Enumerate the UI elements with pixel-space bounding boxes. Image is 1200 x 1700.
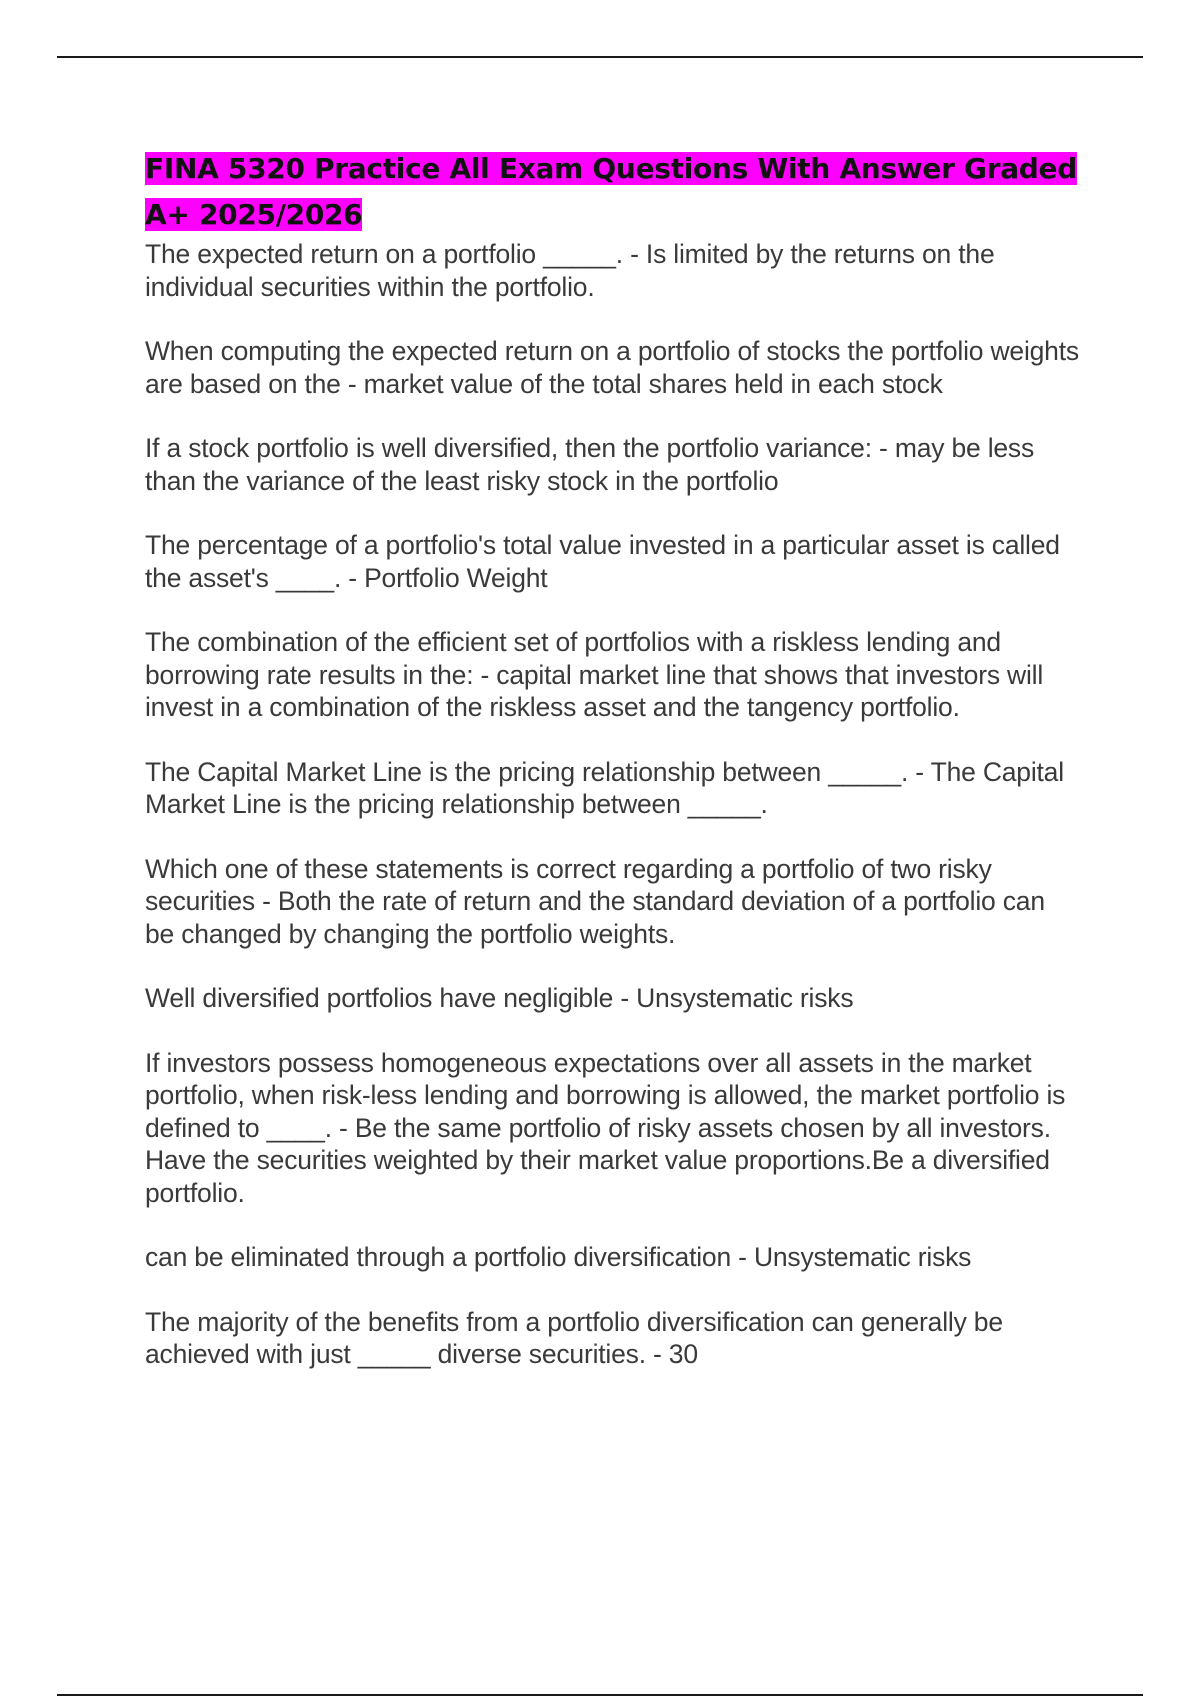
qa-entry: The Capital Market Line is the pricing relationship between _____. - The Capital Market Line is the pricing relationship between _____. — [145, 756, 1064, 819]
qa-entry: The percentage of a portfolio's total value invested in a particular asset is called the asset's ____. - Portfolio Weight — [145, 530, 1060, 593]
qa-entry: If investors possess homogeneous expectations over all assets in the market portfolio, when risk-less lending and borrowing is allowed, the market portfolio is defined to ____. - Be the same portfolio of risky assets chosen by all investors. Have the securities weighted by their market value proportions.Be a diversified portfolio. — [145, 1047, 1066, 1208]
document-body — [145, 146, 1080, 1403]
qa-entry: Well diversified portfolios have negligible - Unsystematic risks — [145, 983, 854, 1013]
qa-entry: can be eliminated through a portfolio diversification - Unsystematic risks — [145, 1242, 972, 1272]
qa-entry: Which one of these statements is correct regarding a portfolio of two risky securities - Both the rate of return and the standard deviation of a portfolio can be changed by changing the portfolio weights. — [145, 853, 1045, 949]
footer-rule — [57, 1694, 1143, 1696]
header-rule — [57, 56, 1143, 58]
qa-entry: If a stock portfolio is well diversified, then the portfolio variance: - may be less than the variance of the least risky stock in the portfolio — [145, 433, 1035, 496]
qa-entry: The majority of the benefits from a portfolio diversification can generally be achieved with just _____ diverse securities. - 30 — [145, 1306, 1003, 1369]
qa-entry: The expected return on a portfolio _____. - Is limited by the returns on the individual securities within the portfolio. — [145, 239, 995, 302]
document-title — [145, 146, 1080, 238]
qa-entry: The combination of the efficient set of portfolios with a riskless lending and borrowing rate results in the: - capital market line that shows that investors will invest in a combination of the riskless asset and the tangency portfolio. — [145, 627, 1044, 722]
title-highlight: FINA 5320 Practice All Exam Questions With Answer Graded A+ 2025/2026 — [145, 152, 1077, 231]
qa-entry: When computing the expected return on a portfolio of stocks the portfolio weights are based on the - market value of the total shares held in each stock — [145, 336, 1079, 399]
